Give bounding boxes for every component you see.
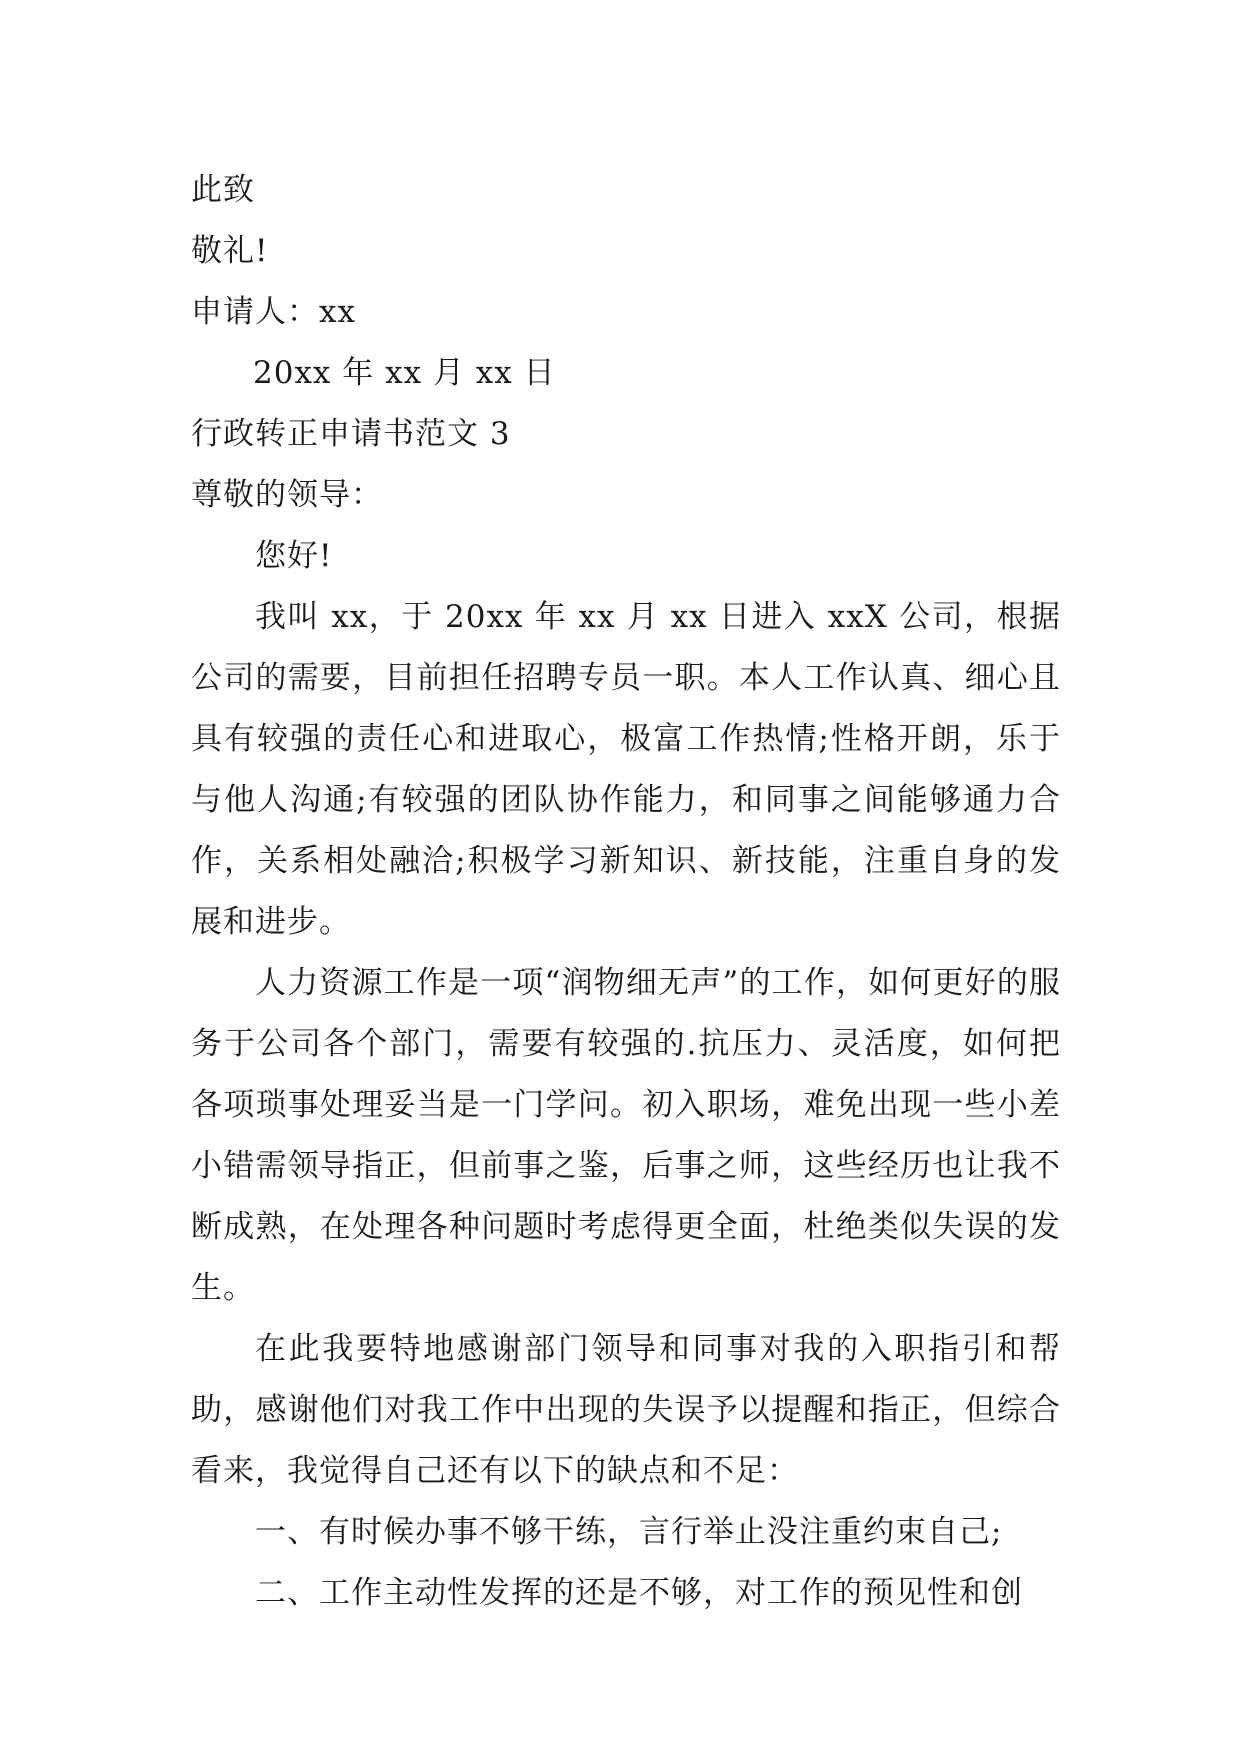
applicant-signature: 申请人：xx <box>191 294 356 330</box>
section-title: 行政转正申请书范文 3 <box>191 416 511 452</box>
body-paragraph: 在此我要特地感谢部门领导和同事对我的入职指引和帮助，感谢他们对我工作中出现的失误予以提醒和指正，但综合看来，我觉得自己还有以下的缺点和不足： <box>191 1331 1061 1489</box>
closing-ci-zhi: 此致 <box>191 172 255 208</box>
list-item: 二、工作主动性发挥的还是不够，对工作的预见性和创 <box>255 1575 1023 1611</box>
signature-date: 20xx 年 xx 月 xx 日 <box>253 355 556 391</box>
document-body <box>191 160 1061 1624</box>
salutation: 尊敬的领导： <box>191 477 383 513</box>
list-item: 一、有时候办事不够干练，言行举止没注重约束自己; <box>255 1514 1003 1550</box>
closing-jing-li: 敬礼! <box>191 233 269 269</box>
body-paragraph: 我叫 xx，于 20xx 年 xx 月 xx 日进入 xxX 公司，根据公司的需要，目前担任招聘专员一职。本人工作认真、细心且具有较强的责任心和进取心，极富工作热情;性格开朗，乐于与他人沟通;有较强的团队协作能力，和同事之间能够通力合作，关系相处融洽;积极学习新知识、新技能，注重自身的发展和进步。 <box>191 599 1061 940</box>
greeting: 您好! <box>255 538 333 574</box>
body-paragraph: 人力资源工作是一项“润物细无声”的工作，如何更好的服务于公司各个部门，需要有较强的.抗压力、灵活度，如何把各项琐事处理妥当是一门学问。初入职场，难免出现一些小差小错需领导指正，但前事之鉴，后事之师，这些经历也让我不断成熟，在处理各种问题时考虑得更全面，杜绝类似失误的发生。 <box>191 965 1061 1306</box>
